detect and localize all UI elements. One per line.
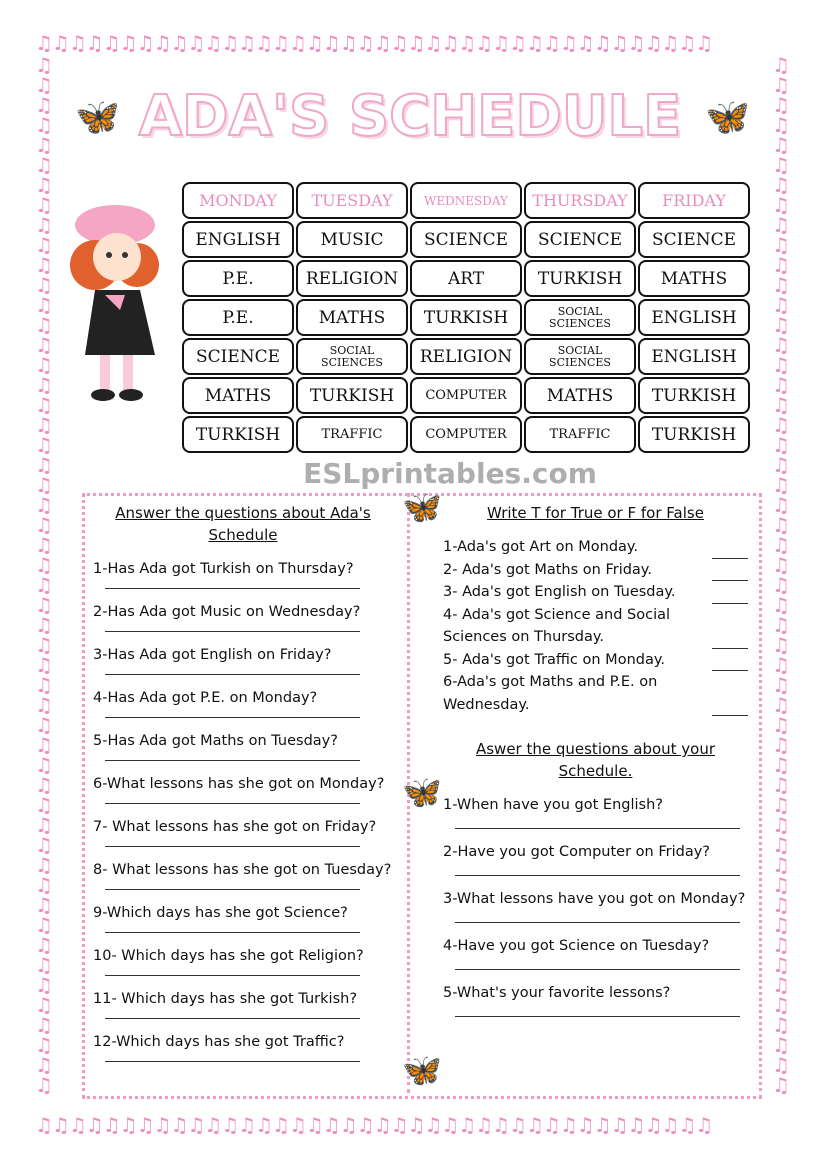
music-note-border-top: ♫♫♫♫♫♫♫♫♫♫♫♫♫♫♫♫♫♫♫♫♫♫♫♫♫♫♫♫♫♫♫♫♫♫♫♫♫♫♫♫: [35, 33, 713, 53]
question: 4-Have you got Science on Tuesday?: [443, 938, 710, 954]
butterfly-icon: 🦋: [402, 773, 442, 811]
answer-line[interactable]: [455, 814, 740, 829]
schedule-cell: COMPUTER: [410, 416, 522, 453]
schedule-cell: ENGLISH: [638, 338, 750, 375]
statement: 6-Ada's got Maths and P.E. on Wednesday.: [443, 674, 658, 713]
statement: 1-Ada's got Art on Monday.: [443, 539, 639, 555]
schedule-cell: SCIENCE: [182, 338, 294, 375]
butterfly-icon: 🦋: [75, 97, 120, 138]
schedule-cell: COMPUTER: [410, 377, 522, 414]
schedule-cell: TURKISH: [638, 377, 750, 414]
schedule-cell: P.E.: [182, 260, 294, 297]
day-header: FRIDAY: [638, 182, 750, 219]
day-header: MONDAY: [182, 182, 294, 219]
schedule-cell: TURKISH: [410, 299, 522, 336]
watermark: ESLprintables.com: [303, 457, 597, 490]
schedule-cell: TURKISH: [182, 416, 294, 453]
schedule-cell: TURKISH: [638, 416, 750, 453]
answer-line[interactable]: [105, 879, 360, 890]
question: 11- Which days has she got Turkish?: [93, 991, 358, 1007]
answer-line[interactable]: [105, 750, 360, 761]
question: 6-What lessons has she got on Monday?: [93, 776, 385, 792]
day-header: WEDNESDAY: [410, 182, 522, 219]
question: 8- What lessons has she got on Tuesday?: [93, 862, 392, 878]
schedule-cell: ENGLISH: [182, 221, 294, 258]
schedule-cell: SCIENCE: [410, 221, 522, 258]
answer-line[interactable]: [455, 955, 740, 970]
right-section: [443, 502, 748, 1017]
schedule-row: [182, 299, 750, 336]
answer-blank[interactable]: [712, 632, 748, 649]
music-note-border-right: ♫♫♫♫♫♫♫♫♫♫♫♫♫♫♫♫♫♫♫♫♫♫♫♫♫♫♫♫♫♫♫♫♫♫♫♫♫♫♫♫♫♫♫♫♫♫♫♫♫♫♫♫: [772, 55, 789, 1097]
answer-blank[interactable]: [712, 542, 748, 559]
schedule-cell: SOCIAL SCIENCES: [296, 338, 408, 375]
statement: 3- Ada's got English on Tuesday.: [443, 584, 676, 600]
question: 1-When have you got English?: [443, 797, 663, 813]
statement: 4- Ada's got Science and Social Sciences on Thursday.: [443, 606, 671, 645]
section-heading: Answer the questions about Ada's Schedule: [115, 504, 371, 544]
answer-line[interactable]: [105, 664, 360, 675]
true-false-item: [443, 559, 748, 582]
question: 9-Which days has she got Science?: [93, 905, 348, 921]
schedule-cell: RELIGION: [296, 260, 408, 297]
answer-line[interactable]: [105, 836, 360, 847]
schedule-cell: TRAFFIC: [296, 416, 408, 453]
question: 2-Have you got Computer on Friday?: [443, 844, 710, 860]
schedule-table: [180, 180, 752, 455]
schedule-cell: RELIGION: [410, 338, 522, 375]
schedule-row: [182, 338, 750, 375]
schedule-cell: TURKISH: [296, 377, 408, 414]
true-false-item: [443, 649, 748, 672]
music-note-border-bottom: ♫♫♫♫♫♫♫♫♫♫♫♫♫♫♫♫♫♫♫♫♫♫♫♫♫♫♫♫♫♫♫♫♫♫♫♫♫♫♫♫: [35, 1115, 713, 1135]
answer-blank[interactable]: [712, 564, 748, 581]
page-title: ADA'S SCHEDULE: [138, 84, 682, 149]
schedule-cell: ART: [410, 260, 522, 297]
girl-illustration: [65, 195, 180, 410]
answer-line[interactable]: [105, 707, 360, 718]
schedule-row: [182, 221, 750, 258]
schedule-cell: P.E.: [182, 299, 294, 336]
answer-line[interactable]: [105, 965, 360, 976]
true-false-item: [443, 604, 748, 649]
answer-line[interactable]: [455, 1002, 740, 1017]
schedule-cell: MATHS: [296, 299, 408, 336]
statement: 2- Ada's got Maths on Friday.: [443, 561, 652, 578]
answer-blank[interactable]: [712, 587, 748, 604]
question: 10- Which days has she got Religion?: [93, 948, 364, 964]
day-header: THURSDAY: [524, 182, 636, 219]
section-heading: Aswer the questions about your Schedule.: [475, 740, 716, 780]
butterfly-icon: 🦋: [705, 97, 750, 138]
question: 5-What's your favorite lessons?: [443, 985, 671, 1001]
answer-line[interactable]: [105, 1051, 360, 1062]
schedule-cell: MUSIC: [296, 221, 408, 258]
schedule-cell: TRAFFIC: [524, 416, 636, 453]
true-false-item: [443, 581, 748, 604]
answer-line[interactable]: [105, 1008, 360, 1019]
answer-blank[interactable]: [712, 654, 748, 671]
schedule-cell: MATHS: [524, 377, 636, 414]
answer-line[interactable]: [105, 793, 360, 804]
schedule-row: [182, 416, 750, 453]
answer-line[interactable]: [105, 922, 360, 933]
answer-line[interactable]: [455, 861, 740, 876]
answer-line[interactable]: [105, 578, 360, 589]
true-false-item: [443, 536, 748, 559]
day-header: TUESDAY: [296, 182, 408, 219]
schedule-cell: SCIENCE: [524, 221, 636, 258]
question: 12-Which days has she got Traffic?: [93, 1034, 345, 1050]
schedule-cell: SOCIAL SCIENCES: [524, 338, 636, 375]
schedule-cell: ENGLISH: [638, 299, 750, 336]
answer-blank[interactable]: [712, 699, 748, 716]
music-note-border-left: ♫♫♫♫♫♫♫♫♫♫♫♫♫♫♫♫♫♫♫♫♫♫♫♫♫♫♫♫♫♫♫♫♫♫♫♫♫♫♫♫♫♫♫♫♫♫♫♫♫♫♫♫: [35, 55, 52, 1097]
butterfly-icon: 🦋: [402, 1051, 442, 1089]
answer-line[interactable]: [455, 908, 740, 923]
question: 2-Has Ada got Music on Wednesday?: [93, 604, 361, 620]
schedule-cell: SOCIAL SCIENCES: [524, 299, 636, 336]
answer-line[interactable]: [105, 621, 360, 632]
ada-questions-section: [93, 502, 393, 1062]
butterfly-icon: 🦋: [402, 488, 442, 526]
question: 7- What lessons has she got on Friday?: [93, 819, 377, 835]
schedule-cell: TURKISH: [524, 260, 636, 297]
question: 3-What lessons have you got on Monday?: [443, 891, 746, 907]
schedule-row: [182, 260, 750, 297]
schedule-cell: MATHS: [182, 377, 294, 414]
section-heading: Write T for True or F for False: [487, 504, 704, 522]
schedule-cell: MATHS: [638, 260, 750, 297]
true-false-item: [443, 671, 748, 716]
question: 1-Has Ada got Turkish on Thursday?: [93, 561, 354, 577]
question: 3-Has Ada got English on Friday?: [93, 647, 332, 663]
question: 5-Has Ada got Maths on Tuesday?: [93, 733, 338, 749]
statement: 5- Ada's got Traffic on Monday.: [443, 651, 665, 668]
schedule-row: [182, 377, 750, 414]
question: 4-Has Ada got P.E. on Monday?: [93, 690, 318, 706]
schedule-cell: SCIENCE: [638, 221, 750, 258]
table-header-row: [182, 182, 750, 219]
